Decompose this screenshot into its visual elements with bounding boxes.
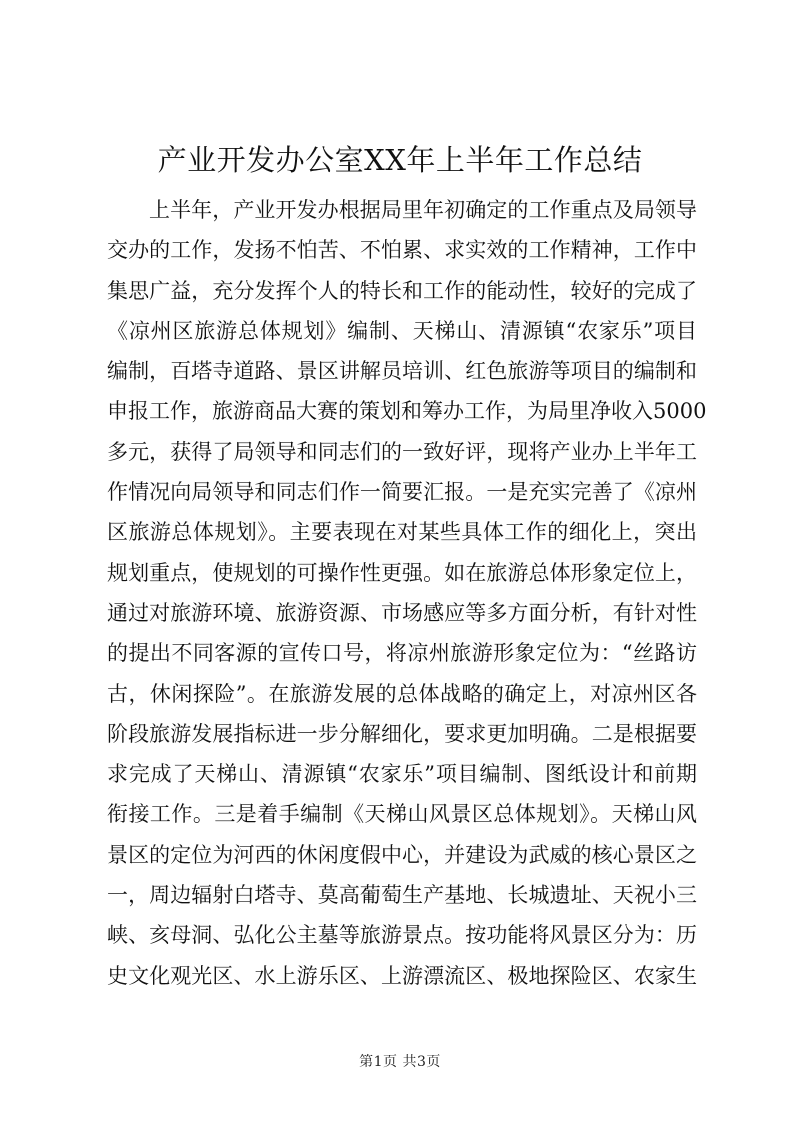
paragraph-line: 峡、亥母洞、弘化公主墓等旅游景点。按功能将风景区分为：历 (107, 923, 697, 948)
paragraph-line: 编制，百塔寺道路、景区讲解员培训、红色旅游等项目的编制和 (107, 359, 697, 384)
paragraph-line: 一，周边辐射白塔寺、莫高葡萄生产基地、长城遗址、天祝小三 (107, 883, 697, 908)
paragraph-line: 衔接工作。三是着手编制《天梯山风景区总体规划》。天梯山风 (107, 802, 697, 827)
body-paragraph (107, 190, 707, 996)
paragraph-line: 古，休闲探险”。在旅游发展的总体战略的确定上，对凉州区各 (107, 681, 697, 706)
paragraph-line: 规划重点，使规划的可操作性更强。如在旅游总体形象定位上， (107, 560, 697, 585)
paragraph-line: 通过对旅游环境、旅游资源、市场感应等多方面分析，有针对性 (107, 600, 697, 625)
document-title: 产业开发办公室XX年上半年工作总结 (157, 143, 643, 177)
paragraph-line: 上半年，产业开发办根据局里年初确定的工作重点及局领导 (149, 198, 697, 222)
paragraph-line: 史文化观光区、水上游乐区、上游漂流区、极地探险区、农家生 (107, 963, 697, 988)
paragraph-line: 求完成了天梯山、清源镇“农家乐”项目编制、图纸设计和前期 (107, 762, 697, 787)
paragraph-line: 多元，获得了局领导和同志们的一致好评，现将产业办上半年工 (107, 439, 697, 464)
paragraph-line: 《凉州区旅游总体规划》编制、天梯山、清源镇“农家乐”项目 (107, 318, 697, 343)
paragraph-line: 集思广益，充分发挥个人的特长和工作的能动性，较好的完成了 (107, 278, 697, 303)
paragraph-line: 交办的工作，发扬不怕苦、不怕累、求实效的工作精神，工作中 (107, 238, 697, 263)
paragraph-line: 的提出不同客源的宣传口号，将凉州旅游形象定位为：“丝路访 (107, 641, 697, 666)
paragraph-line: 阶段旅游发展指标进一步分解细化，要求更加明确。二是根据要 (107, 721, 697, 746)
page-number-footer: 第1页 共3页 (359, 1054, 441, 1070)
paragraph-line: 申报工作，旅游商品大赛的策划和筹办工作，为局里净收入5000 (107, 399, 707, 424)
paragraph-line: 作情况向局领导和同志们作一简要汇报。一是充实完善了《凉州 (107, 480, 697, 505)
paragraph-line: 区旅游总体规划》。主要表现在对某些具体工作的细化上，突出 (107, 520, 697, 545)
paragraph-line: 景区的定位为河西的休闲度假中心，并建设为武威的核心景区之 (107, 842, 697, 867)
